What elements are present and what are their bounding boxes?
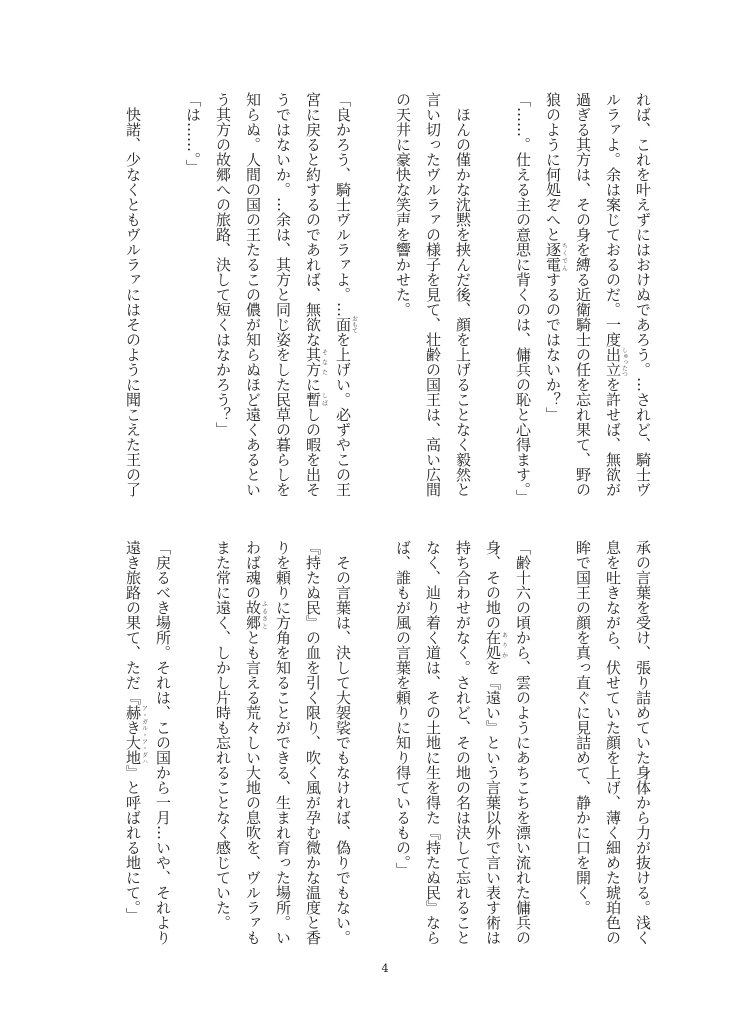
text-column [268,540,298,945]
text-column [268,92,298,497]
text-column [328,92,358,497]
ruby-annotation: 逐電ちくでん [544,242,568,272]
text-column [598,92,628,497]
text-run: うではないか。…余は、其方と同じ姿をした民草の暮らしを [274,92,292,497]
ruby-reading: ふるさと [260,600,268,630]
ruby-reading: しゅったつ [620,347,628,377]
text-column [388,92,418,317]
ruby-annotation: 出立しゅったつ [604,347,628,377]
ruby-reading: しば [320,392,328,407]
text-run: 快諾、少なくともヴルラァにはそのように聞こえた王の了 [124,92,142,497]
text-column [238,92,268,497]
page-number: 4 [381,962,389,975]
text-column [508,92,538,505]
text-run: 「良かろう、騎士ヴルラァよ。… [334,92,352,317]
text-run: しの暇を出そ [304,407,322,497]
text-column [148,540,178,945]
ruby-annotation: 故郷ふるさと [244,600,268,630]
text-column [598,540,628,945]
text-run: れば、これを叶えずにはおけぬであろう。…されど、騎士ヴ [634,92,652,497]
text-column [418,92,448,497]
text-run: 息を吐きながら、伏せていた顔を上げ、薄く細めた琥珀色の [604,540,622,945]
text-run: 「は……。」 [184,92,202,175]
text-column [538,92,568,422]
text-column [118,540,148,923]
text-run: 承の言葉を受け、張り詰めていた身体から力が抜ける。浅く [634,540,652,945]
text-run: 身、その地の [484,540,502,630]
text-column [628,92,658,497]
text-run: 過ぎる其方は、その身を縛る近衛騎士の任を忘れ果て、野の [574,92,592,497]
text-run: また常に遠く、しかし片時も忘れることなく感じていた。 [214,540,232,930]
text-column [208,540,238,930]
text-run: 知らぬ。人間の国の王たるこの儂が知らぬほど遠くあるとい [244,92,262,497]
text-run: ルラァよ。余は案じておるのだ。一度 [604,92,622,347]
text-run: するのではないか？」 [544,272,562,422]
text-run: ば、誰もが風の言葉を頼りに知り得ているもの。」 [394,540,412,878]
text-run: とも言える荒々しい大地の息吹を、ヴルラァも [244,630,262,945]
text-run: 「……。仕える主の意思に背くのは、傭兵の恥と心得ます。」 [514,92,532,505]
text-run: 『持たぬ民』の血を引く限り、吹く風が孕む微かな温度と香 [304,540,322,945]
text-run: を許せば、無欲が [604,377,622,497]
text-run: を『遠い』という言葉以外で言い表す術は [484,660,502,945]
text-column [628,540,658,945]
text-run: 宮に戻ると約するのであれば、無欲な [304,92,322,347]
text-column [298,540,328,945]
ruby-annotation: 其方そなた [304,347,328,377]
ruby-reading: ア・ガル・ア・ダハ [140,705,148,765]
ruby-annotation: 面おもて [334,315,358,334]
text-run: なく、辿り着く道は、その土地に生を得た『持たぬ民』なら [424,540,442,945]
text-column [388,540,418,878]
text-column [328,540,358,945]
text-column [568,540,598,915]
ruby-reading: ありか [500,630,508,660]
text-column [178,92,208,175]
bottom-text-block [0,540,730,945]
text-column [298,92,328,497]
text-column [238,540,268,945]
text-run: の天井に豪快な笑声を響かせた。 [394,92,412,317]
text-run: に [304,377,322,392]
text-run: その言葉は、決して大袈裟でもなければ、偽りでもない。 [334,540,352,945]
text-run: わば魂の [244,540,262,600]
text-column [448,92,478,497]
ruby-annotation: 暫しば [304,392,328,407]
text-run: 言い切ったヴルラァの様子を見て、壮齢の国王は、高い広間 [424,92,442,497]
top-text-block [0,92,730,512]
text-column [448,540,478,945]
text-run: 』と呼ばれる地にて。」 [124,765,142,923]
text-column [508,540,538,945]
ruby-reading: ちくでん [560,242,568,272]
ruby-reading: おもて [350,315,358,334]
text-run: 狼のように何処ぞへと [544,92,562,242]
text-column [118,92,148,497]
text-column [208,92,238,437]
text-run: 眸で国王の顔を真っ直ぐに見詰めて、静かに口を開く。 [574,540,592,915]
text-column [478,540,508,945]
text-run: を上げい。必ずやこの王 [334,332,352,497]
ruby-annotation: 在処ありか [484,630,508,660]
text-column [568,92,598,497]
ruby-reading: そなた [320,347,328,377]
text-run: 持ち合わせがなく。されど、その地の名は決して忘れること [454,540,472,945]
text-run: う其方の故郷への旅路、決して短くはなかろう？」 [214,92,232,437]
text-column [418,540,448,945]
text-run: 「戻るべき場所。それは、この国から一月…いや、それより [154,540,172,945]
text-run: ほんの僅かな沈黙を挟んだ後、顔を上げることなく毅然と [454,92,472,497]
text-run: りを頼りに方角を知ることができる、生まれ育った場所。い [274,540,292,945]
text-run: 遠き旅路の果て、ただ『 [124,540,142,705]
ruby-annotation: 赫き大地ア・ガル・ア・ダハ [124,705,148,765]
text-run: 「齢十六の頃から、雲のようにあちこちを漂い流れた傭兵の [514,540,532,945]
